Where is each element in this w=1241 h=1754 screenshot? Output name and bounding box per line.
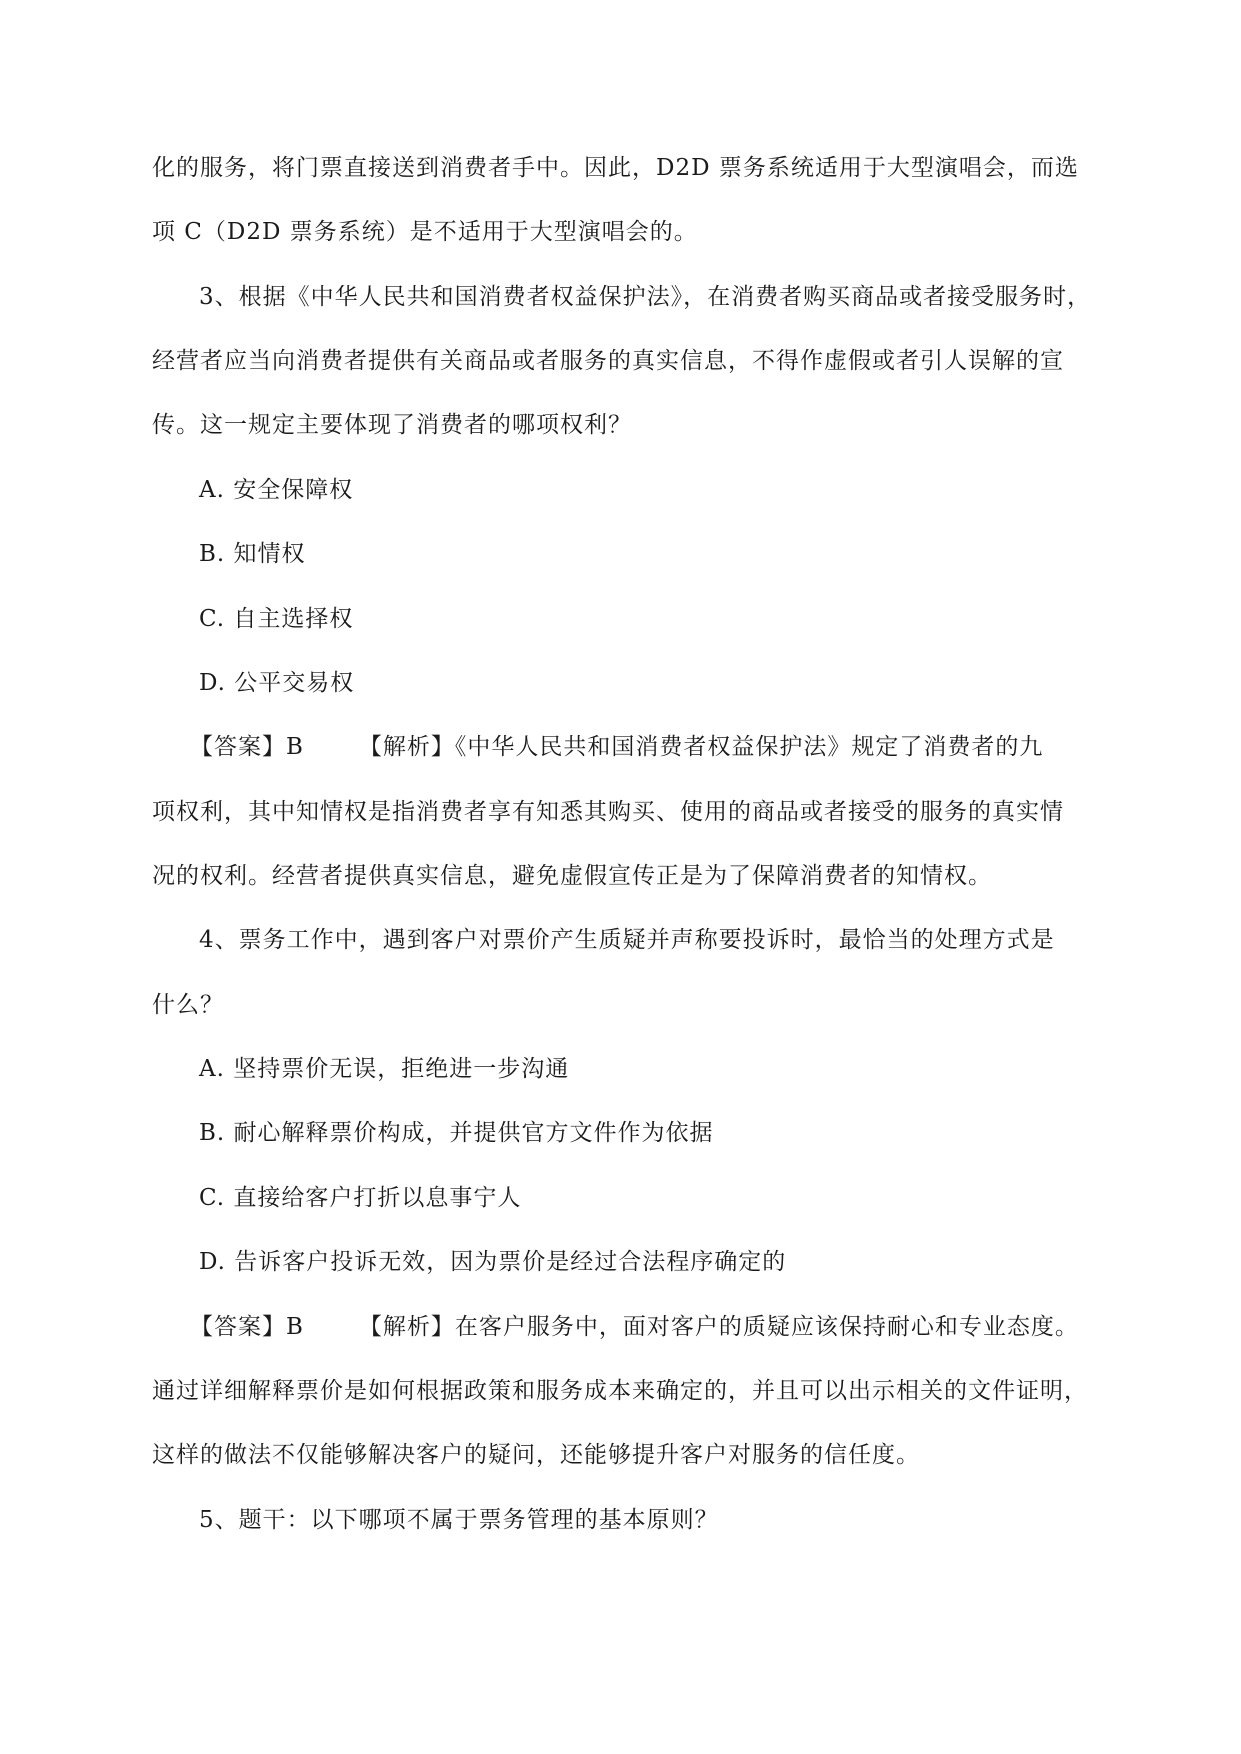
continuation-line-1: 化的服务，将门票直接送到消费者手中。因此，D2D 票务系统适用于大型演唱会，而选 bbox=[152, 155, 1079, 181]
q5-stem-line-1: 5、题干：以下哪项不属于票务管理的基本原则？ bbox=[199, 1507, 719, 1533]
q3-analysis-line-2: 项权利，其中知情权是指消费者享有知悉其购买、使用的商品或者接受的服务的真实情 bbox=[152, 799, 1064, 825]
q4-option-d: D. 告诉客户投诉无效，因为票价是经过合法程序确定的 bbox=[199, 1249, 787, 1275]
q3-option-b: B. 知情权 bbox=[199, 541, 306, 567]
q4-answer-label: 【答案】B bbox=[190, 1314, 304, 1340]
q3-answer-analysis-line-1 bbox=[190, 731, 1130, 763]
q4-analysis-line-2: 通过详细解释票价是如何根据政策和服务成本来确定的，并且可以出示相关的文件证明， bbox=[152, 1378, 1088, 1404]
q4-option-b: B. 耐心解释票价构成，并提供官方文件作为依据 bbox=[199, 1120, 714, 1146]
q3-stem-line-2: 经营者应当向消费者提供有关商品或者服务的真实信息，不得作虚假或者引人误解的宣 bbox=[152, 348, 1064, 374]
q3-analysis-line-1: 【解析】《中华人民共和国消费者权益保护法》规定了消费者的九 bbox=[358, 734, 1044, 760]
q4-analysis-line-3: 这样的做法不仅能够解决客户的疑问，还能够提升客户对服务的信任度。 bbox=[152, 1442, 920, 1468]
q4-answer-analysis-line-1 bbox=[190, 1311, 1130, 1343]
q3-answer-label: 【答案】B bbox=[190, 734, 304, 760]
q3-option-c: C. 自主选择权 bbox=[199, 606, 354, 632]
q4-analysis-line-1: 【解析】在客户服务中，面对客户的质疑应该保持耐心和专业态度。 bbox=[358, 1314, 1079, 1340]
q3-analysis-line-3: 况的权利。经营者提供真实信息，避免虚假宣传正是为了保障消费者的知情权。 bbox=[152, 863, 992, 889]
q3-option-d: D. 公平交易权 bbox=[199, 670, 355, 696]
q3-stem-line-1: 3、根据《中华人民共和国消费者权益保护法》，在消费者购买商品或者接受服务时， bbox=[199, 284, 1092, 310]
q4-option-c: C. 直接给客户打折以息事宁人 bbox=[199, 1185, 522, 1211]
q3-stem-line-3: 传。这一规定主要体现了消费者的哪项权利？ bbox=[152, 412, 632, 438]
q4-stem-line-2: 什么？ bbox=[152, 992, 224, 1018]
q4-option-a: A. 坚持票价无误，拒绝进一步沟通 bbox=[199, 1056, 570, 1082]
continuation-line-2: 项 C（D2D 票务系统）是不适用于大型演唱会的。 bbox=[152, 219, 698, 245]
q4-stem-line-1: 4、票务工作中，遇到客户对票价产生质疑并声称要投诉时，最恰当的处理方式是 bbox=[199, 927, 1055, 953]
q3-option-a: A. 安全保障权 bbox=[199, 477, 354, 503]
